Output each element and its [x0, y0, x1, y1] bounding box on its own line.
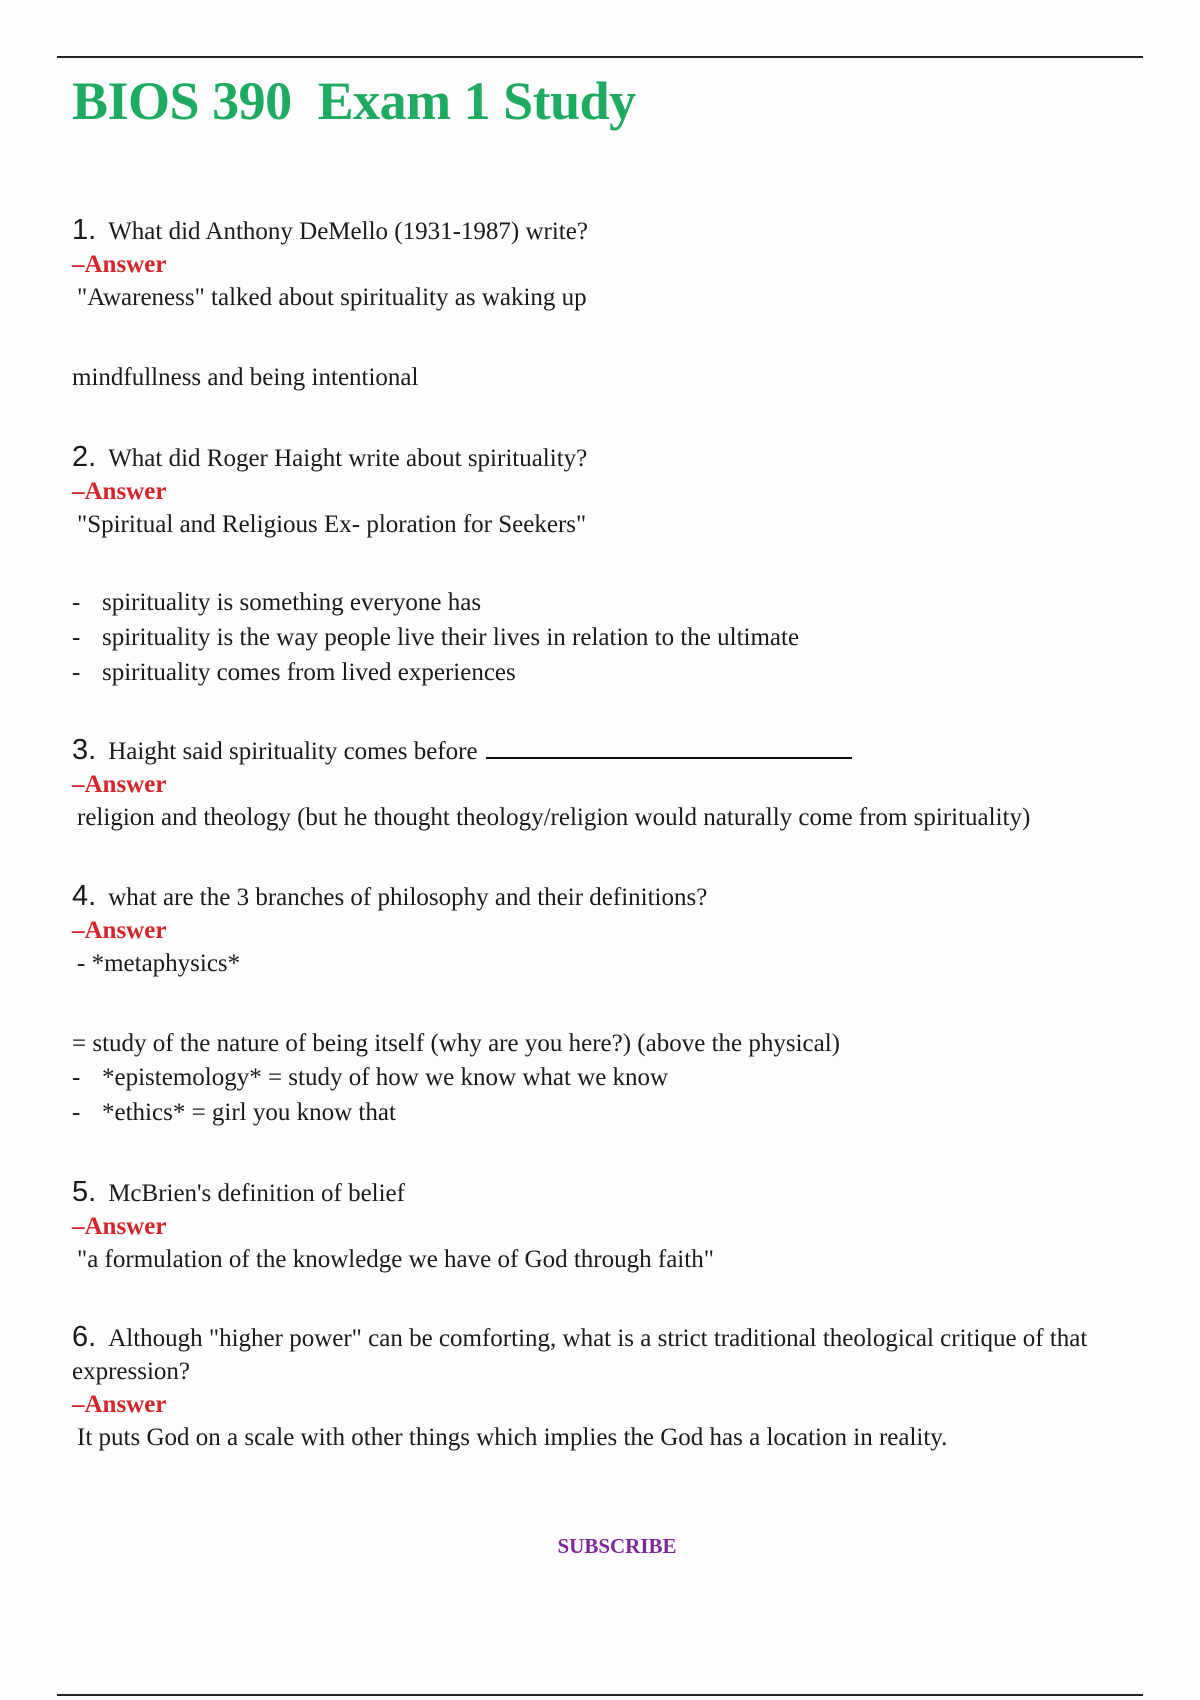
question-number: 5.	[72, 1176, 97, 1208]
question-text: what are the 3 branches of philosophy and their definitions?	[108, 884, 708, 911]
question-6-line	[72, 1321, 1152, 1388]
answer-text: - *metaphysics*	[77, 950, 241, 977]
answer-label: –Answer	[72, 478, 167, 505]
fill-in-blank-line	[486, 739, 852, 759]
bottom-rule	[57, 1694, 1143, 1696]
answer-extra: mindfullness and being intentional	[72, 364, 419, 391]
question-number: 4.	[72, 880, 97, 912]
question-number: 2.	[72, 441, 97, 473]
list-item-text: spirituality comes from lived experiences	[102, 659, 516, 686]
list-item: - *ethics* = girl you know that	[72, 1099, 396, 1126]
answer-label: –Answer	[72, 251, 167, 278]
question-text: What did Roger Haight write about spirituality?	[108, 445, 588, 472]
list-item: - spirituality is the way people live their lives in relation to the ultimate	[72, 624, 800, 651]
list-item-text: spirituality is the way people live their lives in relation to the ultimate	[102, 624, 800, 651]
answer-label: –Answer	[72, 917, 167, 944]
page-title: BIOS 390 Exam 1 Study	[72, 71, 636, 131]
question-number: 3.	[72, 734, 97, 766]
question-4-line	[72, 880, 1152, 914]
answer-text: It puts God on a scale with other things which implies the God has a location in reality.	[77, 1424, 948, 1451]
question-2-line	[72, 441, 1152, 475]
question-1-line	[72, 214, 1152, 248]
question-text: McBrien's definition of belief	[108, 1180, 405, 1207]
question-5	[72, 1176, 1152, 1276]
subscribe-link[interactable]: SUBSCRIBE	[557, 1534, 677, 1558]
answer-label: –Answer	[72, 1213, 167, 1240]
list-item-text: *ethics* = girl you know that	[102, 1099, 396, 1126]
list-item-text: spirituality is something everyone has	[102, 589, 482, 616]
question-list	[72, 214, 1152, 1454]
answer-label: –Answer	[72, 771, 167, 798]
answer-text: "a formulation of the knowledge we have of God through faith"	[77, 1246, 714, 1273]
question-1	[72, 214, 1152, 394]
answer-text: religion and theology (but he thought theology/religion would naturally come from spirituality)	[77, 804, 1031, 831]
list-item-text: *epistemology* = study of how we know what we know	[102, 1064, 669, 1091]
question-text: Although "higher power" can be comforting, what is a strict traditional theological critique of that expression?	[72, 1325, 1088, 1385]
question-5-line	[72, 1176, 1152, 1210]
answer-text: "Awareness" talked about spirituality as waking up	[77, 284, 587, 311]
answer-label: –Answer	[72, 1391, 167, 1418]
question-number: 6.	[72, 1321, 97, 1353]
answer-text: "Spiritual and Religious Ex- ploration for Seekers"	[77, 511, 587, 538]
top-rule	[57, 56, 1143, 58]
question-text: Haight said spirituality comes before	[108, 738, 478, 765]
answer-extra: = study of the nature of being itself (why are you here?) (above the physical)	[72, 1030, 840, 1057]
question-6	[72, 1321, 1152, 1454]
question-3	[72, 734, 1152, 834]
question-text: What did Anthony DeMello (1931-1987) write?	[108, 218, 588, 245]
list-item: - spirituality comes from lived experiences	[72, 659, 516, 686]
question-3-line	[72, 734, 1152, 768]
list-item: - spirituality is something everyone has	[72, 589, 482, 616]
question-2	[72, 441, 1152, 690]
question-4	[72, 880, 1152, 1130]
list-item: - *epistemology* = study of how we know what we know	[72, 1064, 669, 1091]
question-number: 1.	[72, 214, 97, 246]
